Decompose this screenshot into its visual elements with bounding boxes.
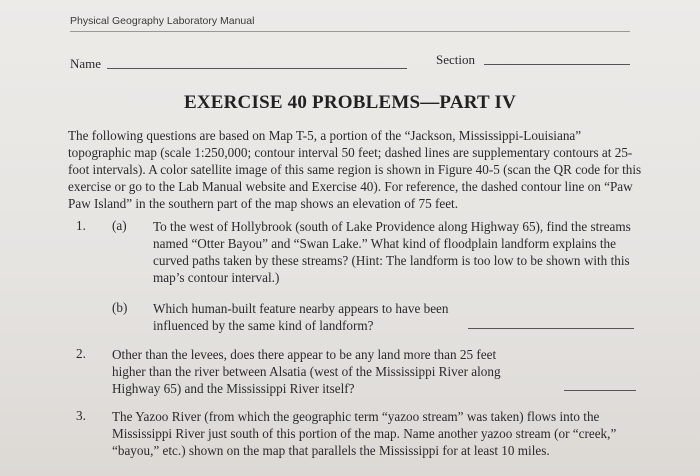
manual-title: Physical Geography Laboratory Manual xyxy=(70,15,255,27)
question-1b-text: Which human-built feature nearby appears to have been influenced by the same kind of landform? xyxy=(153,301,449,333)
name-answer-line[interactable] xyxy=(107,68,407,69)
question-3-number: 3. xyxy=(76,408,86,423)
question-1-number: 1. xyxy=(76,218,86,233)
question-1a-text: To the west of Hollybrook (south of Lake Providence along Highway 65), find the streams named “Otter Bayou” and “Swan Lake.” What kind of floodplain landform explains the curved paths taken by these streams? (Hint: The landform is too low to be shown with this map’s contour interval.) xyxy=(153,219,631,285)
question-1a-label: (a) xyxy=(112,218,127,233)
question-2-number: 2. xyxy=(76,346,86,361)
question-3-text: The Yazoo River (from which the geographic term “yazoo stream” was taken) flows into the Mississippi River just south of this portion of the map. Name another yazoo stream (or “creek,” “bayou,” etc.) shown on the map that parallels the Mississippi for at least 10 miles. xyxy=(112,409,617,458)
section-label: Section xyxy=(436,52,475,67)
name-label: Name xyxy=(70,56,102,71)
intro-paragraph: The following questions are based on Map T-5, a portion of the “Jackson, Mississippi-Louisiana” topographic map (scale 1:250,000; contour interval 50 feet; dashed lines are supplementary contours at 25-foot intervals). A color satellite image of this same region is shown in Figure 40-5 (scan the QR code for this exercise or go to the Lab Manual website and Exercise 40). For reference, the dashed contour line on “Paw Paw Island” in the southern part of the map shows an elevation of 75 feet. xyxy=(68,128,642,211)
header-divider xyxy=(70,31,630,32)
section-answer-line[interactable] xyxy=(484,64,630,65)
question-2-answer-line[interactable] xyxy=(564,390,636,391)
question-1b-label: (b) xyxy=(112,300,128,315)
exercise-title: EXERCISE 40 PROBLEMS—PART IV xyxy=(183,92,517,113)
question-1b-answer-line[interactable] xyxy=(468,328,634,329)
question-2-text: Other than the levees, does there appear to be any land more than 25 feet higher than the river between Alsatia (west of the Mississippi River along Highway 65) and the Mississippi River itself? xyxy=(112,347,501,396)
